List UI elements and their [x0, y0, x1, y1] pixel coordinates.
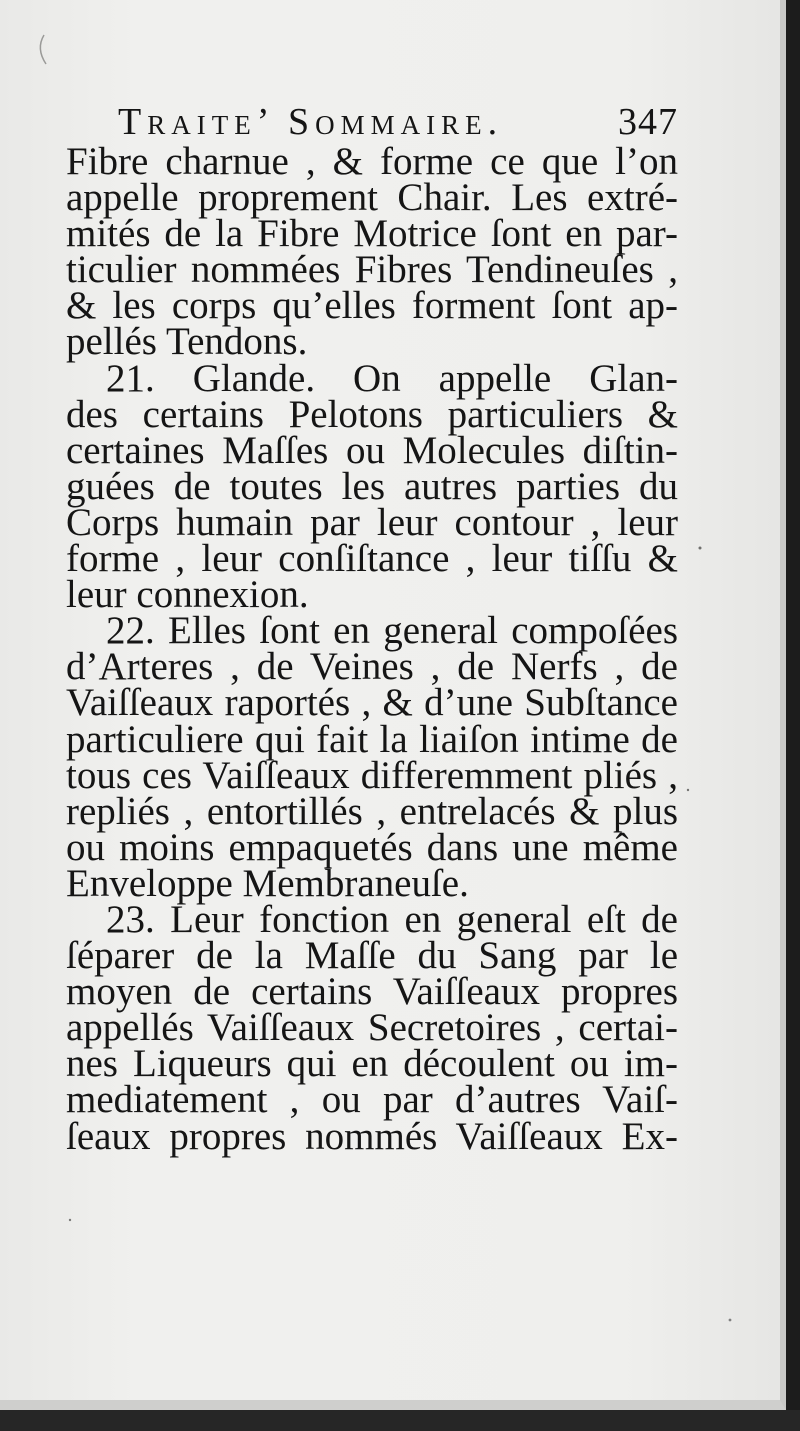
paragraph-start-line: 22. Elles ſont en general compoſées [106, 609, 678, 653]
text-line: ou moins empaquetés dans une même [66, 825, 678, 869]
text-line: Corps humain par leur contour , leur [66, 500, 678, 544]
text-line: Fibre charnue , & forme ce que l’on [66, 140, 678, 183]
text-line: appelle proprement Chair. Les extré- [66, 176, 678, 220]
text-line: ticulier nommées Fibres Tendineuſes , [66, 248, 678, 292]
text-line: forme , leur conſiſtance , leur tiſſu & [66, 537, 678, 581]
text-line: tous ces Vaiſſeaux differemment pliés , [66, 753, 678, 797]
paragraph-start-line: 21. Glande. On appelle Glan- [106, 356, 678, 400]
text-line: ſéparer de la Maſſe du Sang par le [66, 934, 678, 978]
text-line: Enveloppe Membraneuſe. [66, 861, 469, 905]
text-line: moyen de certains Vaiſſeaux propres [66, 970, 678, 1014]
page-bottom-shadow [0, 1410, 800, 1431]
text-line: repliés , entortillés , entrelacés & plus [66, 789, 678, 833]
running-head: Traite’ Sommaire. [118, 101, 504, 143]
text-line: leur connexion. [66, 573, 309, 617]
text-line: guées de toutes les autres parties du [66, 464, 678, 508]
text-line: & les corps qu’elles forment ſont ap- [66, 284, 678, 328]
page-number: 347 [618, 101, 678, 143]
text-line: mités de la Fibre Motrice ſont en par- [66, 212, 678, 256]
text-line: ſeaux propres nommés Vaiſſeaux Ex- [66, 1114, 678, 1158]
page-right-shadow [786, 0, 800, 1431]
text-line: nes Liqueurs qui en découlent ou im- [66, 1042, 678, 1086]
text-line: Vaiſſeaux raportés , & d’une Subſtance [66, 681, 678, 725]
text-line: appellés Vaiſſeaux Secretoires , certai- [66, 1006, 678, 1050]
text-line: pellés Tendons. [66, 320, 308, 364]
text-line: mediatement , ou par d’autres Vaiſ- [66, 1078, 678, 1122]
text-line: particuliere qui fait la liaiſon intime de [66, 717, 678, 761]
paragraph-start-line: 23. Leur fonction en general eſt de [106, 897, 678, 941]
text-line: certaines Maſſes ou Molecules diſtin- [66, 428, 678, 472]
text-line: des certains Pelotons particuliers & [66, 392, 678, 436]
text-line: d’Arteres , de Veines , de Nerfs , de [66, 645, 678, 689]
body-text [66, 140, 678, 1158]
